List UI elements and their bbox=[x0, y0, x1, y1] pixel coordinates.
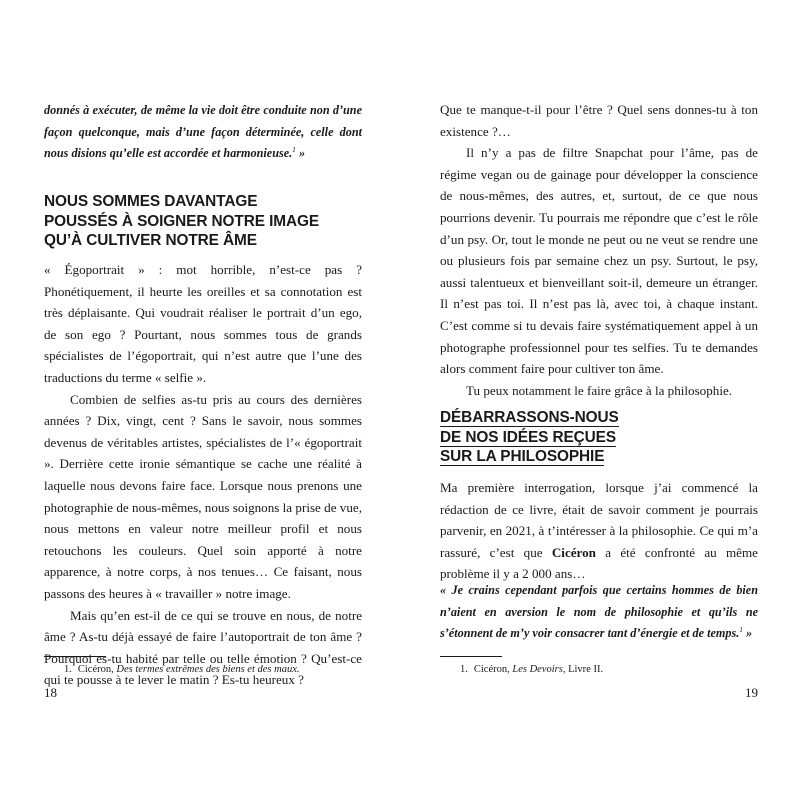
footnote-rule bbox=[440, 656, 502, 657]
body-text bbox=[440, 99, 758, 401]
quote-line: voir consacrer tant d’énergie et de temps. bbox=[532, 626, 740, 640]
footnote-number: 1. bbox=[460, 664, 468, 675]
paragraph: « Égoportrait » : mot horrible, n’est-ce pas ? Phonétiquement, il heurte les oreilles et sa connotation est très déplaisante. Qui voudrait réaliser le portrait d’un ego, de son ego ? Pourtant, nous sommes tous de grands spécialistes de l’égoportrait, qui n’est autre que l’une des traductions du terme « selfie ». bbox=[44, 262, 362, 385]
footnote-number: 1. bbox=[64, 664, 72, 675]
heading-line: NOUS SOMMES DAVANTAGE bbox=[44, 193, 258, 210]
heading-line: POUSSÉS À SOIGNER NOTRE IMAGE bbox=[44, 212, 320, 230]
footnote-author: Cicéron, bbox=[77, 664, 114, 675]
paragraph: Tu peux notamment le faire grâce à la philosophie. bbox=[466, 382, 733, 398]
body-text bbox=[44, 259, 362, 691]
paragraph: Il n’y a pas de filtre Snapchat pour l’âme, pas de régime vegan ou de gainage pour développer la conscience de nous-mêmes, des autres, et, surtout, de ce que nous pourrions devenir. Tu pourrais me répondre que c’est le rôle d’un psy. Or, tout le monde ne peut ou ne veut se rendre une ou plusieurs fois par semaine chez un psy. Surtout, le psy, aussi talentueux et bienveillant soit-il, demeure un étranger. Il n’est pas toi. Il n’est pas là, avec toi, à chaque instant. C’est comme si tu devais faire systématiquement appel à un photographe professionnel pour tes selfies. Tu te demandes alors comment faire pour cultiver ton âme. bbox=[440, 145, 758, 377]
quote-line: façon quelconque, mais d’une façon déterminée, celle dont nous bbox=[44, 124, 362, 160]
quote-line: disions qu’elle est accordée et harmonieuse. bbox=[71, 146, 293, 160]
heading-line: QU’À CULTIVER NOTRE ÂME bbox=[44, 232, 257, 249]
page-number: 18 bbox=[44, 685, 57, 700]
footnote bbox=[44, 663, 362, 677]
right-page bbox=[440, 0, 758, 800]
paragraph-text: a été confronté au même problème il y a 2 000 ans… bbox=[440, 544, 758, 582]
paragraph-text: Ma première interrogation, lorsque j’ai commencé la rédaction de ce livre, était de savoir comment je pourrais parvenir, en 2021, à t’intéresser à la philosophie. Ce qui m’a rassuré, c’est que bbox=[440, 480, 758, 560]
footnote-author: Cicéron, bbox=[473, 664, 510, 675]
opening-quote bbox=[44, 100, 362, 165]
author-name: Cicéron bbox=[551, 544, 596, 560]
section-heading bbox=[44, 192, 362, 251]
quote-close: » bbox=[743, 626, 753, 640]
paragraph bbox=[440, 477, 758, 585]
heading-line: DÉBARRASSONS-NOUS bbox=[440, 409, 619, 426]
paragraph: Que te manque-t-il pour l’être ? Quel sens donnes-tu à ton existence ?… bbox=[440, 102, 758, 139]
quote-line: donnés à exécuter, de même la vie doit être conduite non d’une bbox=[44, 103, 362, 117]
footnote-rest: , Livre II. bbox=[562, 664, 604, 675]
section-heading bbox=[440, 408, 758, 467]
footnote-ref: 1 bbox=[739, 624, 743, 634]
quote-close: » bbox=[295, 146, 306, 160]
left-page bbox=[44, 0, 362, 800]
page-number: 19 bbox=[745, 685, 758, 700]
body-text bbox=[440, 477, 758, 585]
quote-line: en aversion le nom de philosophie et qu’ils ne s’étonnent de m’y bbox=[440, 604, 759, 640]
paragraph: Mais qu’en est-il de ce qui se trouve en nous, de notre âme ? As-tu déjà essayé de faire l’autoportrait de ton âme ? Pourquoi es-tu habité par telle ou telle émotion ? Qu’est-ce qui te pousse à te lever le matin ? Es-tu heureux ? bbox=[44, 607, 362, 688]
heading-line: SUR LA PHILOSOPHIE bbox=[440, 448, 605, 465]
footnote-ref: 1 bbox=[292, 144, 296, 154]
footnote-title: Des termes extrêmes des biens et des maux. bbox=[116, 664, 300, 675]
footnote bbox=[440, 663, 758, 677]
paragraph: Combien de selfies as-tu pris au cours des dernières années ? Dix, vingt, cent ? Sans le savoir, nous sommes devenus de véritables artistes, spécialistes de l’« égoportrait ». Derrière cette ironie sémantique se cache une réalité à laquelle nous devons faire face. Lorsque nous prenons une photographie de nous-mêmes, nous soignons la prise de vue, nous mettons en valeur notre meilleur profil et nous retouchons les couleurs. Quel soin apporté à notre apparence, à notre corps, à nos tenues… Ce faisant, nous passons des heures à « travailler » notre image. bbox=[44, 391, 362, 601]
closing-quote bbox=[440, 580, 758, 645]
footnote-title: Les Devoirs bbox=[512, 664, 563, 675]
footnote-rule bbox=[44, 656, 106, 657]
heading-line: DE NOS IDÉES REÇUES bbox=[440, 428, 616, 446]
quote-line: « Je crains cependant parfois que certains hommes de bien n’aient bbox=[440, 583, 758, 619]
